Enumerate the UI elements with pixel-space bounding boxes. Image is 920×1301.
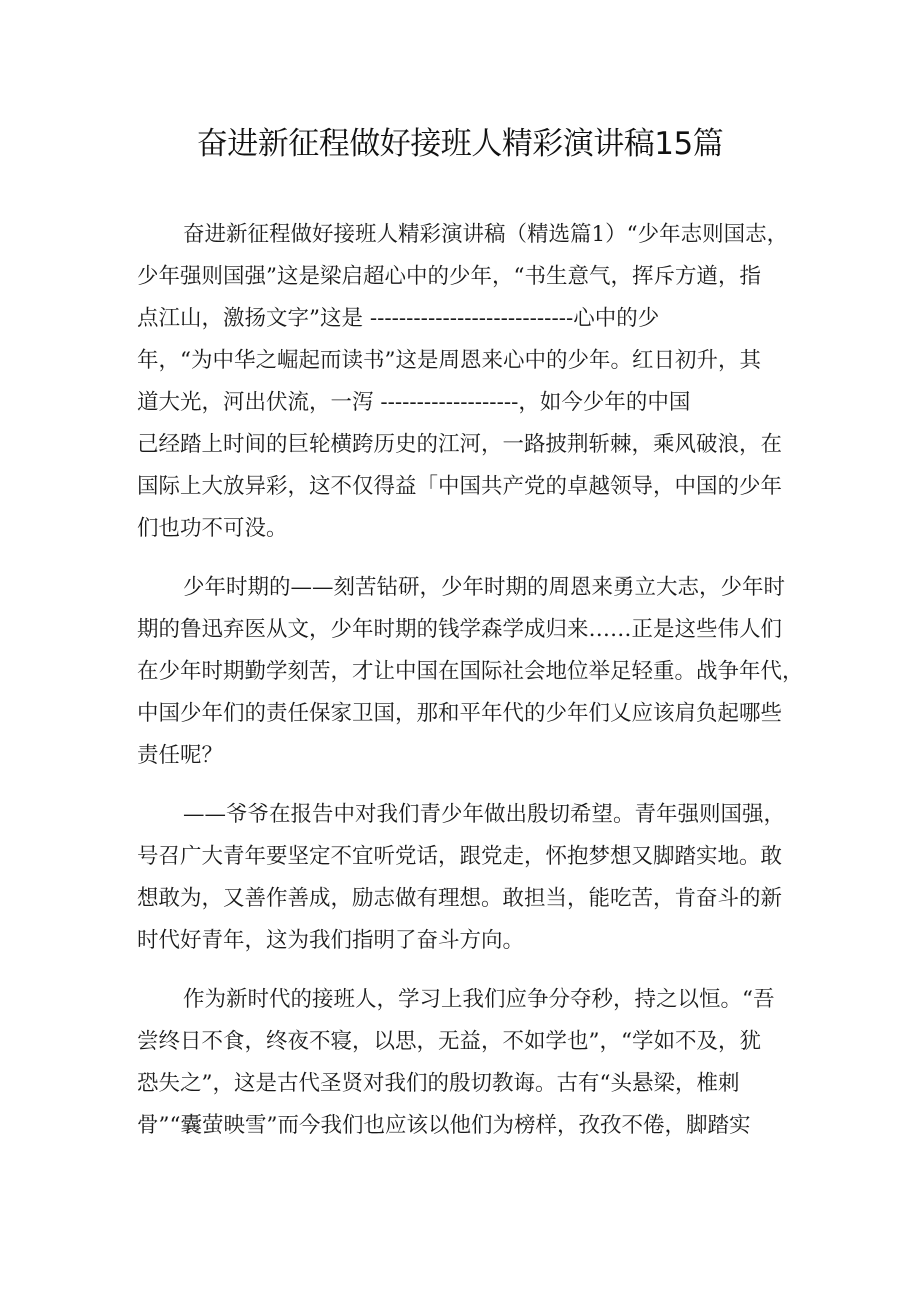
text-line: 期的鲁迅弃医从文，少年时期的钱学森学成归来……正是这些伟人们 xyxy=(137,617,783,642)
text-line: ——爷爷在报告中对我们青少年做出殷切希望。青年强则国强， xyxy=(183,802,786,827)
text-line: 国际上大放异彩，这不仅得益「中国共产党的卓越领导，中国的少年 xyxy=(137,474,783,499)
body-text xyxy=(137,214,804,1147)
text-line: 年，“为中华之崛起而读书”这是周恩来心中的少年。红日初升，其 xyxy=(137,348,761,373)
text-line: 在少年时期勤学刻苦，才让中国在国际社会地位举足轻重。战争年代， xyxy=(137,659,804,684)
text-line: 作为新时代的接班人，学习上我们应争分夺秒，持之以恒。“吾 xyxy=(183,987,775,1012)
text-line: 道大光，河出伏流，一泻 -------------------，如今少年的中国 xyxy=(137,390,691,415)
page-title: 奋进新征程做好接班人精彩演讲稿15篇 xyxy=(196,126,724,162)
text-line: 时代好青年，这为我们指明了奋斗方向。 xyxy=(137,928,525,953)
paragraph-3 xyxy=(137,794,787,962)
text-line: 们也功不可没。 xyxy=(137,516,288,541)
text-line: 责任呢？ xyxy=(137,743,224,768)
text-line: 少年时期的——刻苦钻研，少年时期的周恩来勇立大志，少年时 xyxy=(183,575,786,600)
text-line: 点江山，激扬文字”这是 ----------------------------心中的少 xyxy=(137,306,660,331)
paragraph-4 xyxy=(137,979,787,1147)
text-line: 尝终日不食，终夜不寝，以思，无益，不如学也”，“学如不及，犹 xyxy=(137,1029,761,1054)
text-line: 少年强则国强”这是梁启超心中的少年，“书生意气，挥斥方遒，指 xyxy=(137,264,761,289)
text-line: 骨”“囊萤映雪”而今我们也应该以他们为榜样，孜孜不倦，脚踏实 xyxy=(137,1113,751,1138)
text-line: 奋进新征程做好接班人精彩演讲稿（精选篇1）“少年志则国志， xyxy=(183,222,789,247)
paragraph-2 xyxy=(137,567,804,777)
text-line: 号召广大青年要坚定不宜听党话，跟党走，怀抱梦想又脚踏实地。敢 xyxy=(137,844,783,869)
text-line: 己经踏上时间的巨轮横跨历史的江河，一路披荆斩棘，乘风破浪，在 xyxy=(137,432,783,457)
text-line: 恐失之”，这是古代圣贤对我们的殷切教诲。古有“头悬梁，椎刺 xyxy=(137,1071,740,1096)
paragraph-1 xyxy=(137,214,787,550)
text-line: 中国少年们的责任保家卫国，那和平年代的少年们乂应该肩负起哪些 xyxy=(137,701,783,726)
text-line: 想敢为，又善作善成，励志做有理想。敢担当，能吃苦，肯奋斗的新 xyxy=(137,886,783,911)
